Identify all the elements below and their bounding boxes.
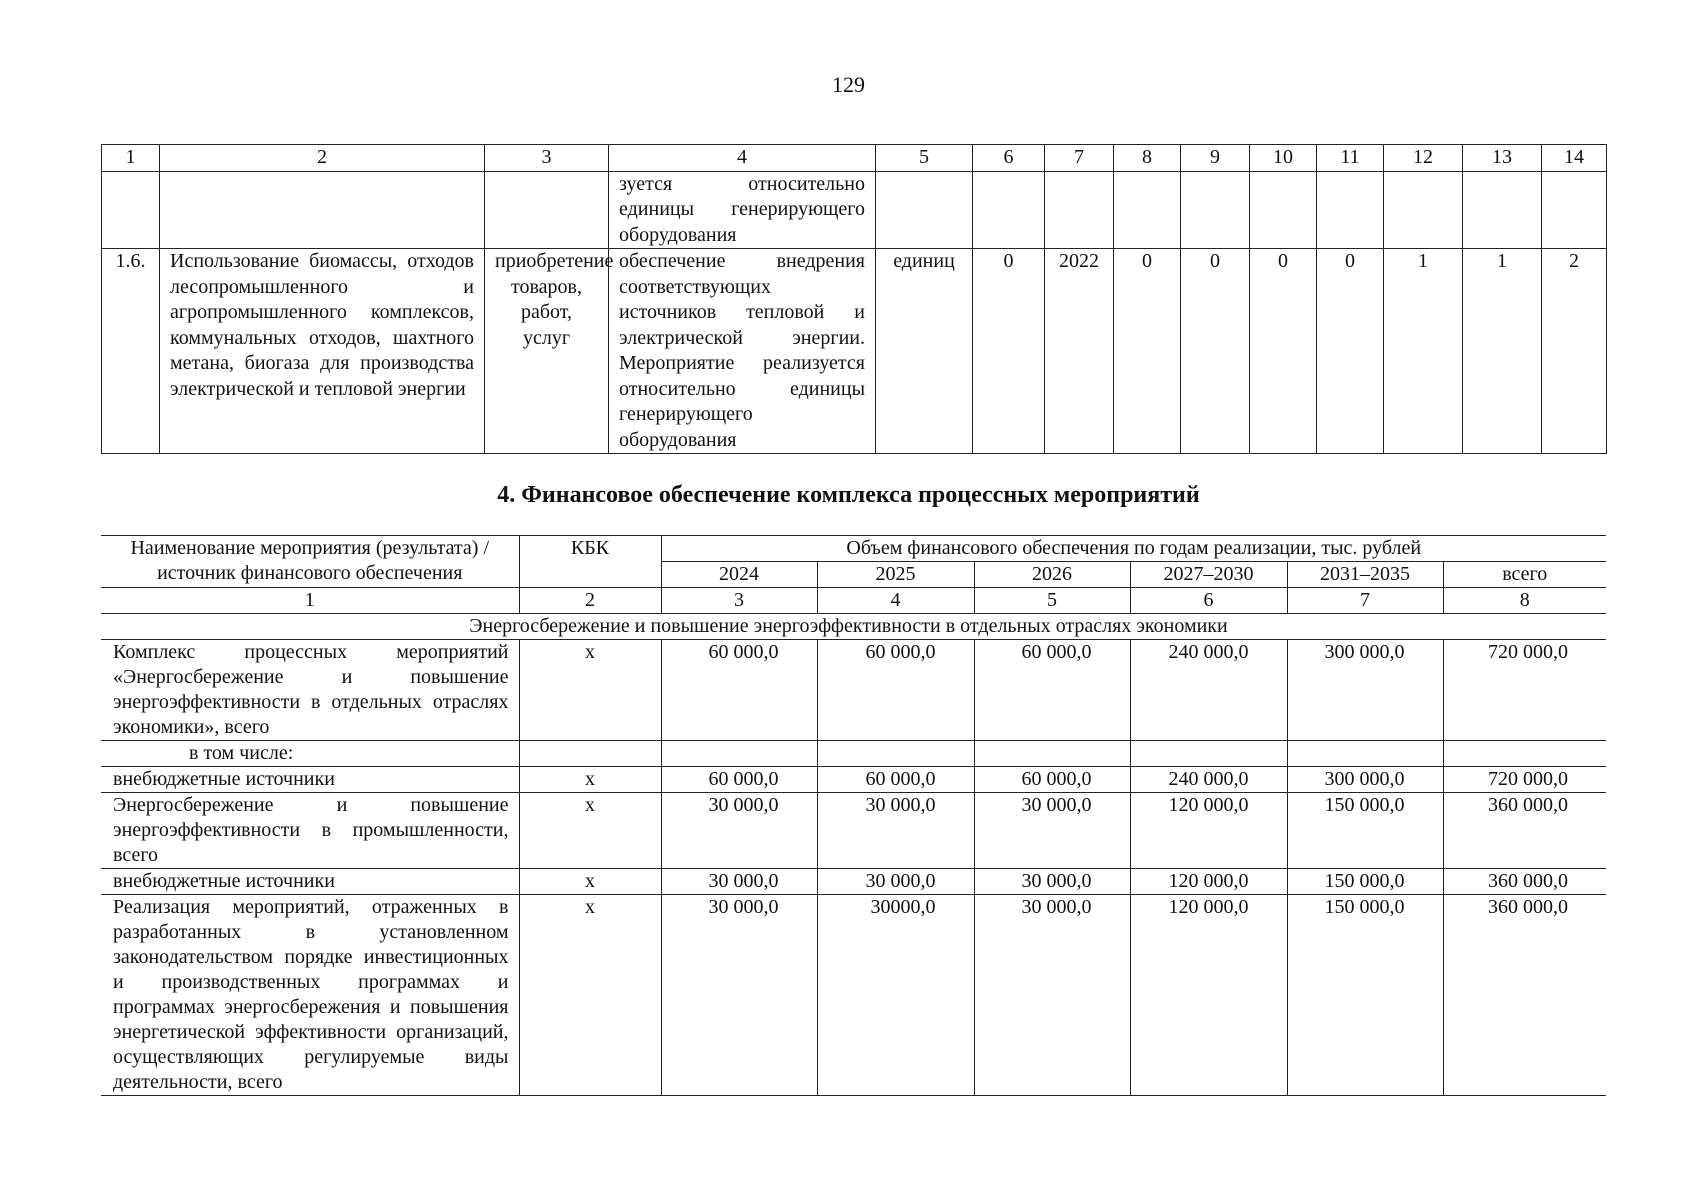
value-cell: 30 000,0 — [817, 793, 974, 869]
value-cell: 60 000,0 — [817, 767, 974, 793]
year-header: 2025 — [817, 562, 974, 588]
value-cell — [661, 741, 817, 767]
col-number: 6 — [1130, 588, 1287, 614]
value-cell: 360 000,0 — [1443, 869, 1606, 895]
year-header: 2026 — [974, 562, 1130, 588]
col-number: 14 — [1542, 145, 1607, 172]
value-cell: 30 000,0 — [974, 793, 1130, 869]
name-column-header: Наименование мероприятия (результата) / источник финансового обеспечения — [101, 536, 519, 588]
table-row — [101, 869, 1606, 895]
col-number: 10 — [1250, 145, 1317, 172]
measures-table — [101, 144, 1607, 454]
value-cell: 360 000,0 — [1443, 895, 1606, 1096]
value-cell: 150 000,0 — [1287, 793, 1443, 869]
value-cell: 150 000,0 — [1287, 895, 1443, 1096]
cell-11: 0 — [1317, 249, 1384, 454]
year-header: 2031–2035 — [1287, 562, 1443, 588]
year-header: 2024 — [661, 562, 817, 588]
value-cell: 720 000,0 — [1443, 640, 1606, 741]
measure-name: Использование биомассы, отходов лесопромышленного и агропромышленного комплексов, коммунальных отходов, шахтного метана, биогаза для производства электрической и тепловой энергии — [160, 249, 485, 454]
value-cell: 30 000,0 — [661, 793, 817, 869]
value-cell: 720 000,0 — [1443, 767, 1606, 793]
year-header: всего — [1443, 562, 1606, 588]
table-row-1-6 — [102, 249, 1607, 454]
value-cell: 60 000,0 — [817, 640, 974, 741]
row-name: внебюджетные источники — [101, 869, 519, 895]
col-number: 8 — [1443, 588, 1606, 614]
col-number: 2 — [519, 588, 661, 614]
kbk-cell: х — [519, 869, 661, 895]
value-cell — [974, 741, 1130, 767]
group-title: Энергосбережение и повышение энергоэффективности в отдельных отраслях экономики — [101, 614, 1606, 640]
table-row — [101, 767, 1606, 793]
row-name: Реализация мероприятий, отраженных в разработанных в установленном законодательством порядке инвестиционных и производственных программах и программах энергосбережения и повышения энергетической эффективности организаций, осуществляющих регулируемые виды деятельности, всего — [101, 895, 519, 1096]
value-cell: 30 000,0 — [974, 895, 1130, 1096]
value-cell: 30 000,0 — [817, 869, 974, 895]
row-name: Энергосбережение и повышение энергоэффективности в промышленности, всего — [101, 793, 519, 869]
value-cell: 60 000,0 — [661, 767, 817, 793]
continuation-row — [102, 171, 1607, 249]
measure-type: приобретение товаров, работ, услуг — [485, 249, 609, 454]
kbk-cell: х — [519, 793, 661, 869]
value-cell: 360 000,0 — [1443, 793, 1606, 869]
cell-9: 0 — [1181, 249, 1250, 454]
cell-12: 1 — [1384, 249, 1463, 454]
col-number: 5 — [974, 588, 1130, 614]
continuation-text: зуется относительно единицы генерирующего оборудования — [609, 171, 876, 249]
header-row-1 — [101, 536, 1606, 562]
value-cell — [1443, 741, 1606, 767]
table-row — [101, 895, 1606, 1096]
col-number: 3 — [485, 145, 609, 172]
table-row — [101, 793, 1606, 869]
kbk-cell: х — [519, 640, 661, 741]
row-name: в том числе: — [101, 741, 519, 767]
value-cell — [817, 741, 974, 767]
cell-8: 0 — [1114, 249, 1181, 454]
value-cell: 120 000,0 — [1130, 895, 1287, 1096]
kbk-cell: х — [519, 767, 661, 793]
col-number: 5 — [876, 145, 973, 172]
year-header: 2027–2030 — [1130, 562, 1287, 588]
value-cell: 120 000,0 — [1130, 793, 1287, 869]
value-cell: 240 000,0 — [1130, 767, 1287, 793]
page-number: 129 — [832, 72, 865, 97]
col-number: 4 — [817, 588, 974, 614]
col-number: 13 — [1463, 145, 1542, 172]
col-number: 2 — [160, 145, 485, 172]
value-cell: 120 000,0 — [1130, 869, 1287, 895]
col-number: 1 — [101, 588, 519, 614]
value-cell: 30 000,0 — [974, 869, 1130, 895]
row-name: Комплекс процессных мероприятий «Энергосбережение и повышение энергоэффективности в отдельных отраслях экономики», всего — [101, 640, 519, 741]
section-title: 4. Финансовое обеспечение комплекса процессных мероприятий — [497, 482, 1200, 508]
cell-7: 2022 — [1045, 249, 1114, 454]
col-number: 8 — [1114, 145, 1181, 172]
value-cell: 150 000,0 — [1287, 869, 1443, 895]
value-cell: 60 000,0 — [974, 767, 1130, 793]
value-cell: 60 000,0 — [661, 640, 817, 741]
col-number: 1 — [102, 145, 160, 172]
col-number: 12 — [1384, 145, 1463, 172]
financing-table — [101, 535, 1606, 1096]
col-number: 11 — [1317, 145, 1384, 172]
column-number-row — [102, 145, 1607, 172]
value-cell: 300 000,0 — [1287, 767, 1443, 793]
col-number: 7 — [1287, 588, 1443, 614]
value-cell: 30 000,0 — [661, 869, 817, 895]
value-cell: 240 000,0 — [1130, 640, 1287, 741]
cell-14: 2 — [1542, 249, 1607, 454]
value-cell: 300 000,0 — [1287, 640, 1443, 741]
cell-6: 0 — [973, 249, 1045, 454]
kbk-header: КБК — [519, 536, 661, 588]
table-row — [101, 741, 1606, 767]
col-number: 7 — [1045, 145, 1114, 172]
table-row — [101, 640, 1606, 741]
col-number: 6 — [973, 145, 1045, 172]
col-number: 3 — [661, 588, 817, 614]
value-cell: 30 000,0 — [661, 895, 817, 1096]
group-title-row — [101, 614, 1606, 640]
kbk-cell: х — [519, 895, 661, 1096]
row-name: внебюджетные источники — [101, 767, 519, 793]
cell-13: 1 — [1463, 249, 1542, 454]
volume-header: Объем финансового обеспечения по годам реализации, тыс. рублей — [661, 536, 1606, 562]
col-number: 9 — [1181, 145, 1250, 172]
row-number: 1.6. — [102, 249, 160, 454]
unit: единиц — [876, 249, 973, 454]
value-cell — [1130, 741, 1287, 767]
value-cell — [1287, 741, 1443, 767]
kbk-cell — [519, 741, 661, 767]
cell-10: 0 — [1250, 249, 1317, 454]
measure-description: обеспечение внедрения соответствующих источников тепловой и электрической энергии. Мероприятие реализуется относительно единицы генерирующего оборудования — [609, 249, 876, 454]
value-cell: 60 000,0 — [974, 640, 1130, 741]
column-number-row — [101, 588, 1606, 614]
col-number: 4 — [609, 145, 876, 172]
value-cell: 30000,0 — [817, 895, 974, 1096]
